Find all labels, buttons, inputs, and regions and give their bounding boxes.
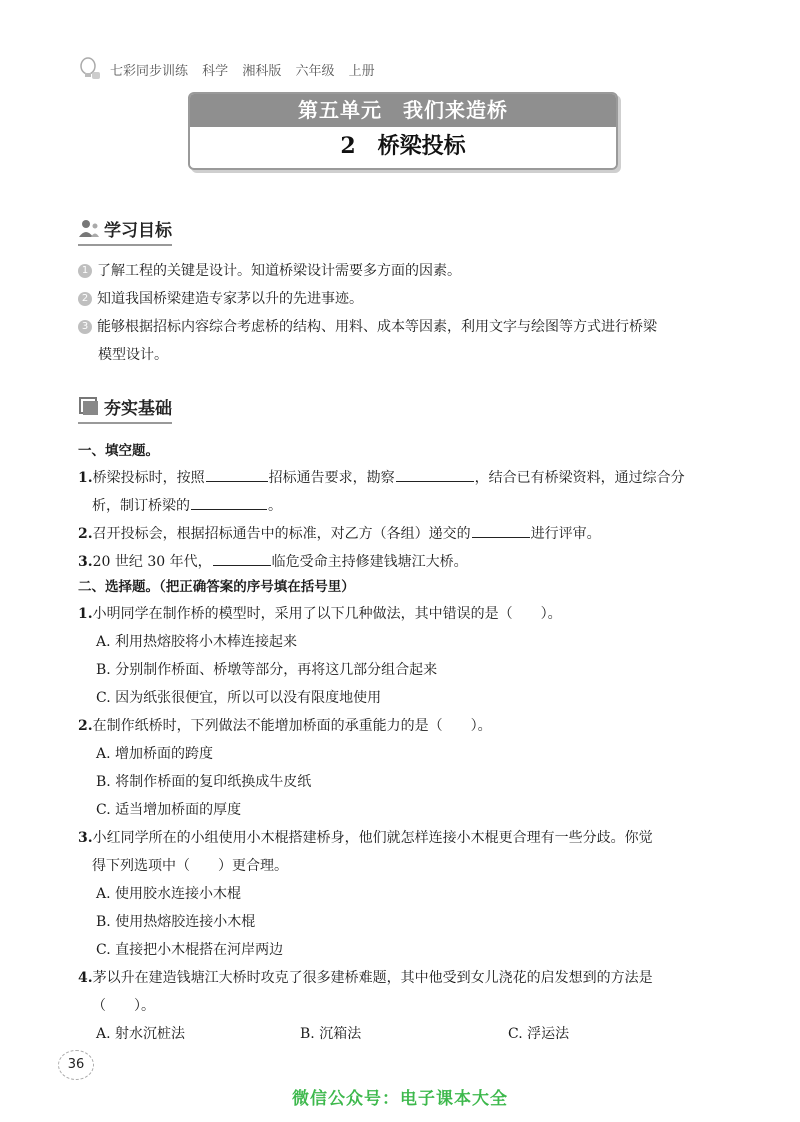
question-text: 小明同学在制作桥的模型时，采用了以下几种做法，其中错误的是（ ）。 [92, 606, 562, 622]
question-text: ，结合已有桥梁资料，通过综合分 [474, 470, 685, 486]
goal-item [78, 313, 738, 341]
option[interactable]: A. 增加桥面的跨度 [96, 746, 214, 762]
goal-item [78, 257, 738, 285]
goals-heading: 学习目标 [104, 220, 172, 241]
unit-title: 第五单元 我们来造桥 [190, 94, 616, 127]
choice-question-1 [78, 603, 728, 625]
goal-number: 3 [78, 320, 92, 334]
choice-question-3-cont: 得下列选项中（ ）更合理。 [92, 858, 288, 874]
section-heading-basics [78, 392, 172, 424]
question-text: 桥梁投标时，按照 [92, 470, 205, 486]
goal-text: 能够根据招标内容综合考虑桥的结构、用料、成本等因素，利用文字与绘图等方式进行桥梁 [97, 319, 657, 335]
goal-number: 1 [78, 264, 92, 278]
choice-question-4 [78, 967, 728, 989]
header-edition: 湘科版 [242, 63, 282, 79]
title-box [188, 92, 618, 170]
header-subject: 科学 [202, 63, 229, 79]
header-grade: 六年级 [295, 63, 335, 79]
answer-blank[interactable] [396, 465, 474, 482]
choice-section-title: 二、选择题。（把正确答案的序号填在括号里） [78, 579, 355, 595]
header-volume: 上册 [348, 63, 375, 79]
option[interactable]: A. 使用胶水连接小木棍 [96, 886, 242, 902]
question-text: 召开投标会，根据招标通告中的标准，对乙方（各组）递交的 [92, 526, 471, 542]
choice-question-2 [78, 715, 728, 737]
page-number: 36 [58, 1050, 94, 1080]
option[interactable]: C. 直接把小木棍搭在河岸两边 [96, 942, 284, 958]
option[interactable]: A. 射水沉桩法 [96, 1026, 186, 1042]
question-number: 3. [78, 830, 93, 846]
option[interactable]: B. 使用热熔胶连接小木棍 [96, 914, 256, 930]
option[interactable]: C. 适当增加桥面的厚度 [96, 802, 242, 818]
question-text: 20 世纪 30 年代， [92, 554, 212, 570]
learner-icon [78, 217, 100, 239]
goal-text: 模型设计。 [98, 347, 168, 363]
option[interactable]: C. 因为纸张很便宜，所以可以没有限度地使用 [96, 690, 382, 706]
header-text [110, 60, 385, 79]
goal-item [78, 285, 738, 313]
question-text: 茅以升在建造钱塘江大桥时攻克了很多建桥难题，其中他受到女儿浇花的启发想到的方法是 [92, 970, 653, 986]
header-series: 七彩同步训练 [110, 63, 189, 79]
goal-number: 2 [78, 292, 92, 306]
answer-blank[interactable] [206, 465, 268, 482]
goal-text: 知道我国桥梁建造专家茅以升的先进事迹。 [97, 291, 363, 307]
goal-item-continued [98, 341, 758, 369]
fill-question-1 [78, 465, 728, 489]
question-number: 1. [78, 470, 93, 486]
lightbulb-icon [78, 56, 102, 82]
question-text: 小红同学所在的小组使用小木棍搭建桥身，他们就怎样连接小木棍更合理有一些分歧。你觉 [92, 830, 653, 846]
book-icon [78, 395, 100, 417]
question-text: 进行评审。 [530, 526, 601, 542]
basics-heading: 夯实基础 [104, 398, 172, 419]
answer-blank[interactable] [191, 493, 267, 510]
question-text: 临危受命主持修建钱塘江大桥。 [271, 554, 468, 570]
fill-question-2 [78, 521, 728, 545]
option[interactable]: A. 利用热熔胶将小木棒连接起来 [96, 634, 298, 650]
watermark: 微信公众号：电子课本大全 [292, 1089, 508, 1109]
question-number: 2. [78, 718, 93, 734]
answer-blank[interactable] [472, 521, 530, 538]
question-number: 4. [78, 970, 93, 986]
option[interactable]: B. 将制作桥面的复印纸换成牛皮纸 [96, 774, 312, 790]
lesson-title: 2 桥梁投标 [190, 127, 616, 166]
fill-question-1-cont [92, 493, 742, 517]
question-text: 析，制订桥梁的 [92, 498, 190, 514]
question-text: 招标通告要求，勘察 [268, 470, 395, 486]
choice-question-4-cont: （ ）。 [92, 998, 155, 1014]
question-text: 在制作纸桥时，下列做法不能增加桥面的承重能力的是（ ）。 [92, 718, 492, 734]
option[interactable]: C. 浮运法 [508, 1026, 570, 1042]
question-number: 2. [78, 526, 93, 542]
goal-text: 了解工程的关键是设计。知道桥梁设计需要多方面的因素。 [97, 263, 461, 279]
answer-blank[interactable] [213, 549, 271, 566]
option[interactable]: B. 分别制作桥面、桥墩等部分，再将这几部分组合起来 [96, 662, 438, 678]
section-heading-goals [78, 214, 172, 246]
fill-question-3 [78, 549, 728, 573]
question-number: 1. [78, 606, 93, 622]
choice-question-3 [78, 827, 728, 849]
question-text: 。 [268, 498, 282, 514]
question-number: 3. [78, 554, 93, 570]
fill-section-title: 一、填空题。 [78, 443, 159, 459]
page-header [78, 56, 385, 82]
option[interactable]: B. 沉箱法 [300, 1026, 362, 1042]
